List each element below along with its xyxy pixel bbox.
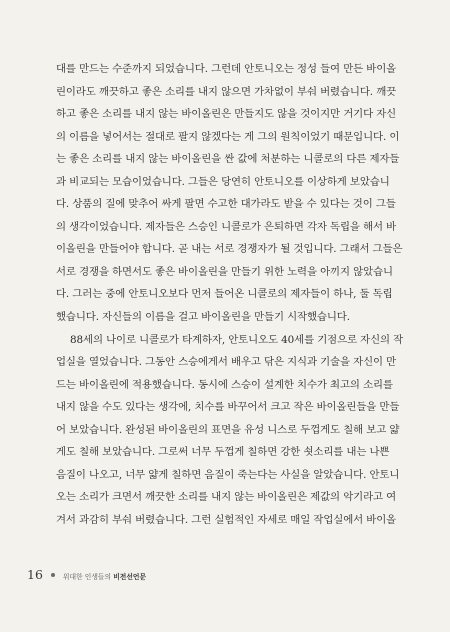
text-line: 하고 좋은 소리를 내지 않는 바이올린은 만들지도 않을 것이지만 거기다 자신: [56, 108, 397, 121]
text-line: 대를 만드는 수준까지 되었습니다. 그런데 안토니오는 정성 들여 만든 바이올: [56, 63, 397, 75]
text-line: 의 이름을 넣어서는 절대로 팔지 않겠다는 게 그의 원칙이었기 때문입니다. 이: [56, 130, 400, 143]
text-line: 다. 상품의 질에 맞추어 싸게 팔면 수고한 대가라도 받을 수 있다는 것이 그들: [56, 198, 396, 211]
text-line: 는 좋은 소리를 내지 않는 바이올린을 싼 값에 처분하는 니콜로의 다른 제자들: [56, 153, 400, 166]
text-line: 의 생각이었습니다. 제자들은 스승인 니콜로가 은퇴하면 각자 독립을 해서 바: [56, 220, 397, 233]
text-line: 게도 칠해 보았습니다. 그로써 너무 두껍게 칠하면 강한 쇳소리를 내는 나쁜: [56, 446, 390, 459]
text-line: 겨서 과감히 부숴 버렸습니다. 그런 실험적인 자세로 매일 작업실에서 바이올: [56, 513, 397, 526]
text-line: 했습니다. 자신들의 이름을 걸고 바이올린을 만들기 시작했습니다.: [56, 311, 350, 324]
body-text: [56, 58, 408, 531]
text-line: 음질이 나오고, 너무 얇게 칠하면 음질이 죽는다는 사실을 알았습니다. 안토니: [56, 468, 400, 481]
bullet-dot-icon: [51, 573, 55, 577]
paragraph-first-line: 88세의 나이로 니콜로가 타계하자, 안토니오도 40세를 기점으로 자신의 작: [70, 333, 404, 346]
text-line: 린이라도 깨끗하고 좋은 소리를 내지 않으면 가차없이 부숴 버렸습니다. 깨끗: [56, 85, 397, 98]
text-line: 과 비교되는 모습이었습니다. 그들은 당연히 안토니오를 이상하게 보았습니: [56, 175, 390, 188]
text-line: 서로 경쟁을 하면서도 좋은 바이올린을 만들기 위한 노력을 아끼지 않았습니: [56, 265, 393, 278]
text-line: 이올린을 만들어야 합니다. 곧 내는 서로 경쟁자가 될 것입니다. 그래서 그들은: [56, 243, 403, 256]
running-title-prefix: 위대한 인생들의: [62, 573, 114, 581]
text-line: 내지 않을 수도 있다는 생각에, 치수를 바꾸어서 크고 작은 바이올린들을 만들: [56, 401, 400, 414]
page-number: 16: [27, 567, 43, 582]
page-footer: [27, 567, 146, 582]
running-title-emphasis: 비전선언문: [113, 573, 147, 581]
text-line: 어 보았습니다. 완성된 바이올린의 표면을 유성 니스로 두껍게도 칠해 보고 얇: [56, 423, 400, 436]
text-line: 오는 소리가 크면서 깨끗한 소리를 내지 않는 바이올린은 제값의 악기라고 여: [56, 491, 397, 504]
text-line: 업실을 열었습니다. 그동안 스승에게서 배우고 닦은 지식과 기술을 자신이 만: [56, 356, 397, 369]
running-title: [63, 571, 146, 581]
text-line: 다. 그러는 중에 안토니오보다 먼저 들어온 니콜로의 제자들이 하나, 둘 독립: [56, 288, 393, 301]
text-line: 드는 바이올린에 적용했습니다. 동시에 스승이 설계한 치수가 최고의 소리를: [56, 378, 393, 391]
